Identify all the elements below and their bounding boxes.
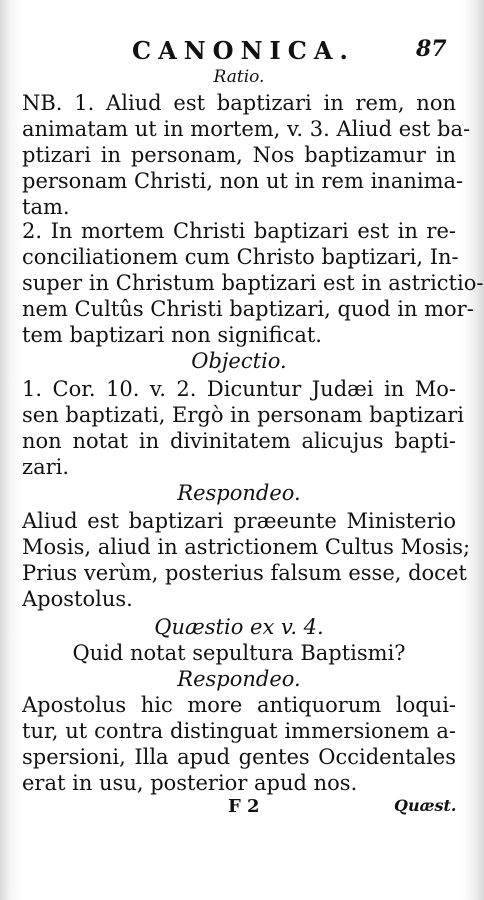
text-line: zari. [22, 455, 70, 479]
text-line: NB. 1. Aliud est baptizari in rem, non [22, 91, 456, 115]
text-line: 1. Cor. 10. v. 2. Dicuntur Judæi in Mo- [22, 377, 456, 401]
text-line: Mosis, aliud in astrictionem Cultus Mosis; [22, 535, 471, 559]
heading-respondeo: Respondeo. [177, 481, 301, 505]
text-line: tur, ut contra distinguat immersionem a- [22, 719, 456, 743]
page-number: 87 [416, 36, 447, 62]
text-line: tam. [22, 195, 70, 219]
page-footer [0, 796, 484, 822]
heading-quaestio: Quæstio ex v. 4. [154, 615, 324, 639]
text-line: nem Cultûs Christi baptizari, quod in mor- [22, 297, 474, 321]
heading-respondeo-2: Respondeo. [177, 667, 301, 691]
text-line: spersioni, Illa apud gentes Occidentales [22, 745, 456, 769]
question-line: Quid notat sepultura Baptismi? [72, 641, 406, 665]
catchword: Quæst. [394, 796, 457, 815]
text-line: tem baptizari non significat. [22, 323, 322, 347]
text-line: super in Christum baptizari est in astrictio- [22, 271, 484, 295]
text-line: ptizari in personam, Nos baptizamur in [22, 143, 456, 167]
text-line: 2. In mortem Christi baptizari est in re- [22, 219, 456, 243]
text-line: sen baptizati, Ergò in personam baptizari [22, 403, 464, 427]
signature-mark: F 2 [228, 796, 260, 817]
text-line: animatam ut in mortem, v. 3. Aliud est ba- [22, 117, 471, 141]
text-line: Aliud est baptizari præeunte Ministerio [22, 509, 456, 533]
running-title: CANONICA. [132, 36, 355, 65]
heading-objectio: Objectio. [191, 349, 287, 373]
subheading-ratio: Ratio. [213, 67, 265, 87]
text-line: non notat in divinitatem alicujus bapti- [22, 429, 456, 453]
text-line: Apostolus. [22, 587, 133, 611]
page-header [0, 36, 484, 66]
text-line: Prius verùm, posterius falsum esse, docet [22, 561, 467, 585]
text-line: conciliationem cum Christo baptizari, In- [22, 245, 459, 269]
text-line: personam Christi, non ut in rem inanima- [22, 169, 464, 193]
text-line: erat in usu, posterior apud nos. [22, 771, 358, 795]
text-line: Apostolus hic more antiquorum loqui- [22, 693, 456, 717]
